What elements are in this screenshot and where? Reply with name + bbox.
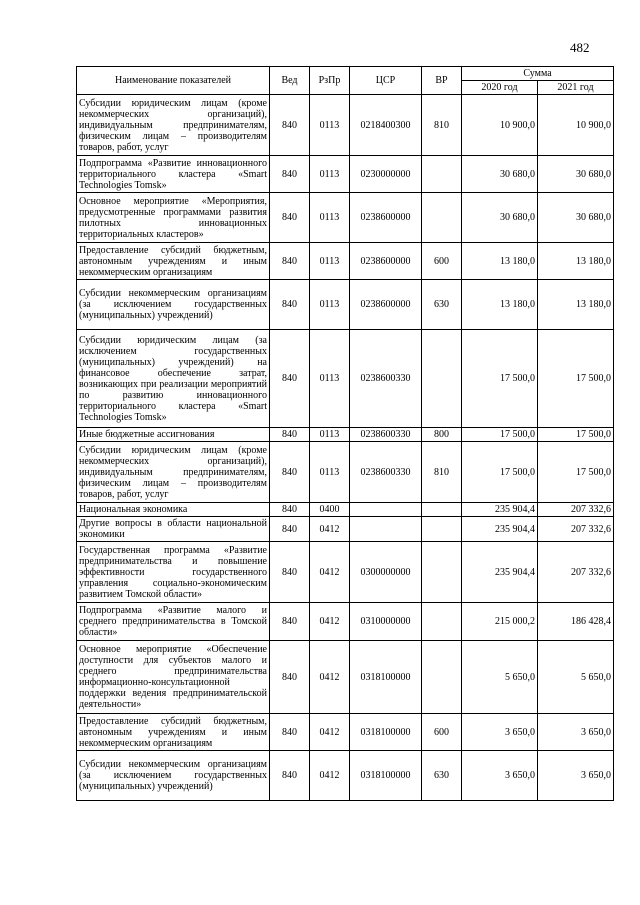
row-vr-cell: 630 (422, 751, 462, 801)
header-ved: Вед (270, 67, 310, 95)
row-ved-cell: 840 (270, 714, 310, 751)
row-vr-cell (422, 517, 462, 542)
row-sum-2021-cell: 3 650,0 (538, 714, 614, 751)
row-ved-cell: 840 (270, 603, 310, 641)
row-sum-2020-cell: 235 904,4 (462, 517, 538, 542)
row-vr-cell: 600 (422, 243, 462, 280)
row-csr-cell: 0238600000 (350, 193, 422, 243)
row-sum-2020-cell: 17 500,0 (462, 442, 538, 503)
row-csr-cell: 0238600000 (350, 280, 422, 330)
table-header (77, 67, 614, 95)
row-sum-2021-cell: 30 680,0 (538, 193, 614, 243)
table-body (77, 95, 614, 801)
row-name-cell: Субсидии некоммерческим организациям (за исключением государственных (муниципальных) учреждений) (77, 751, 270, 801)
row-sum-2021-cell: 5 650,0 (538, 641, 614, 714)
header-vr: ВР (422, 67, 462, 95)
row-sum-2020-cell: 215 000,2 (462, 603, 538, 641)
row-name-cell: Основное мероприятие «Мероприятия, предусмотренные программами развития пилотных инновационных территориальных кластеров» (77, 193, 270, 243)
row-ved-cell: 840 (270, 503, 310, 517)
row-vr-cell: 800 (422, 428, 462, 442)
row-rzpr-cell: 0412 (310, 641, 350, 714)
row-csr-cell: 0318100000 (350, 714, 422, 751)
row-csr-cell: 0230000000 (350, 156, 422, 193)
row-csr-cell: 0238600330 (350, 442, 422, 503)
row-sum-2020-cell: 3 650,0 (462, 714, 538, 751)
row-name-cell: Государственная программа «Развитие предпринимательства и повышение эффективности государственного управления социально-экономическим развитием Томской области» (77, 542, 270, 603)
row-rzpr-cell: 0400 (310, 503, 350, 517)
row-ved-cell: 840 (270, 330, 310, 428)
row-sum-2021-cell: 207 332,6 (538, 503, 614, 517)
row-sum-2020-cell: 13 180,0 (462, 280, 538, 330)
table-row (77, 751, 614, 801)
row-csr-cell: 0300000000 (350, 542, 422, 603)
row-csr-cell: 0310000000 (350, 603, 422, 641)
row-csr-cell (350, 503, 422, 517)
row-rzpr-cell: 0113 (310, 442, 350, 503)
header-rzpr: РзПр (310, 67, 350, 95)
table-row (77, 243, 614, 280)
table-row (77, 330, 614, 428)
row-name-cell: Предоставление субсидий бюджетным, автономным учреждениям и иным некоммерческим организациям (77, 714, 270, 751)
row-sum-2021-cell: 17 500,0 (538, 428, 614, 442)
header-2021: 2021 год (538, 81, 614, 95)
row-rzpr-cell: 0412 (310, 603, 350, 641)
row-sum-2020-cell: 17 500,0 (462, 428, 538, 442)
header-2020: 2020 год (462, 81, 538, 95)
header-csr: ЦСР (350, 67, 422, 95)
row-sum-2021-cell: 207 332,6 (538, 542, 614, 603)
row-name-cell: Субсидии некоммерческим организациям (за исключением государственных (муниципальных) учреждений) (77, 280, 270, 330)
row-sum-2020-cell: 13 180,0 (462, 243, 538, 280)
row-csr-cell: 0318100000 (350, 751, 422, 801)
row-sum-2021-cell: 10 900,0 (538, 95, 614, 156)
row-ved-cell: 840 (270, 751, 310, 801)
row-sum-2020-cell: 5 650,0 (462, 641, 538, 714)
row-vr-cell: 600 (422, 714, 462, 751)
row-rzpr-cell: 0412 (310, 714, 350, 751)
row-sum-2020-cell: 30 680,0 (462, 156, 538, 193)
row-csr-cell: 0318100000 (350, 641, 422, 714)
table-row (77, 156, 614, 193)
row-vr-cell (422, 503, 462, 517)
row-sum-2021-cell: 3 650,0 (538, 751, 614, 801)
header-sum: Сумма (462, 67, 614, 81)
table-row (77, 442, 614, 503)
row-sum-2020-cell: 10 900,0 (462, 95, 538, 156)
row-name-cell: Субсидии юридическим лицам (кроме некоммерческих организаций), индивидуальным предпринимателям, физическим лицам – производителям товаров, работ, услуг (77, 95, 270, 156)
row-vr-cell (422, 603, 462, 641)
table-row (77, 542, 614, 603)
row-name-cell: Другие вопросы в области национальной экономики (77, 517, 270, 542)
table-row (77, 95, 614, 156)
row-rzpr-cell: 0113 (310, 280, 350, 330)
table-row (77, 641, 614, 714)
row-sum-2021-cell: 30 680,0 (538, 156, 614, 193)
row-ved-cell: 840 (270, 243, 310, 280)
header-name: Наименование показателей (77, 67, 270, 95)
row-rzpr-cell: 0412 (310, 517, 350, 542)
row-csr-cell: 0238600000 (350, 243, 422, 280)
row-ved-cell: 840 (270, 542, 310, 603)
budget-table (76, 66, 614, 801)
row-name-cell: Предоставление субсидий бюджетным, автономным учреждениям и иным некоммерческим организациям (77, 243, 270, 280)
row-name-cell: Субсидии юридическим лицам (кроме некоммерческих организаций), индивидуальным предпринимателям, физическим лицам – производителям товаров, работ, услуг (77, 442, 270, 503)
row-rzpr-cell: 0113 (310, 243, 350, 280)
row-name-cell: Подпрограмма «Развитие инновационного территориального кластера «Smart Technologies Tomsk» (77, 156, 270, 193)
row-vr-cell: 810 (422, 95, 462, 156)
row-name-cell: Подпрограмма «Развитие малого и среднего предпринимательства в Томской области» (77, 603, 270, 641)
row-ved-cell: 840 (270, 428, 310, 442)
row-sum-2021-cell: 13 180,0 (538, 243, 614, 280)
table-row (77, 603, 614, 641)
row-rzpr-cell: 0412 (310, 751, 350, 801)
table-row (77, 517, 614, 542)
row-name-cell: Национальная экономика (77, 503, 270, 517)
row-name-cell: Субсидии юридическим лицам (за исключением государственных (муниципальных) учреждений) на финансовое обеспечение затрат, возникающих при реализации мероприятий по развитию инновационного территориального кластера «Smart Technologies Tomsk» (77, 330, 270, 428)
row-sum-2020-cell: 3 650,0 (462, 751, 538, 801)
row-rzpr-cell: 0113 (310, 156, 350, 193)
row-rzpr-cell: 0113 (310, 330, 350, 428)
row-vr-cell (422, 193, 462, 243)
row-csr-cell: 0218400300 (350, 95, 422, 156)
row-vr-cell (422, 156, 462, 193)
table-row (77, 503, 614, 517)
table-row (77, 428, 614, 442)
row-ved-cell: 840 (270, 517, 310, 542)
row-vr-cell: 810 (422, 442, 462, 503)
row-sum-2020-cell: 17 500,0 (462, 330, 538, 428)
row-sum-2021-cell: 17 500,0 (538, 330, 614, 428)
table-row (77, 193, 614, 243)
row-sum-2021-cell: 207 332,6 (538, 517, 614, 542)
row-sum-2021-cell: 186 428,4 (538, 603, 614, 641)
row-vr-cell (422, 542, 462, 603)
row-rzpr-cell: 0113 (310, 193, 350, 243)
row-rzpr-cell: 0113 (310, 95, 350, 156)
row-sum-2021-cell: 17 500,0 (538, 442, 614, 503)
row-vr-cell: 630 (422, 280, 462, 330)
row-csr-cell: 0238600330 (350, 428, 422, 442)
row-rzpr-cell: 0412 (310, 542, 350, 603)
row-rzpr-cell: 0113 (310, 428, 350, 442)
row-csr-cell: 0238600330 (350, 330, 422, 428)
page-number: 482 (570, 40, 590, 55)
table-row (77, 714, 614, 751)
row-vr-cell (422, 641, 462, 714)
row-csr-cell (350, 517, 422, 542)
row-ved-cell: 840 (270, 280, 310, 330)
row-vr-cell (422, 330, 462, 428)
row-ved-cell: 840 (270, 641, 310, 714)
row-ved-cell: 840 (270, 156, 310, 193)
row-ved-cell: 840 (270, 442, 310, 503)
row-name-cell: Основное мероприятие «Обеспечение доступности для субъектов малого и среднего предпринимательства информационно-консультационной поддержки ведения предпринимательской деятельности» (77, 641, 270, 714)
row-sum-2020-cell: 235 904,4 (462, 503, 538, 517)
row-ved-cell: 840 (270, 193, 310, 243)
row-sum-2020-cell: 235 904,4 (462, 542, 538, 603)
row-ved-cell: 840 (270, 95, 310, 156)
row-name-cell: Иные бюджетные ассигнования (77, 428, 270, 442)
row-sum-2021-cell: 13 180,0 (538, 280, 614, 330)
table-row (77, 280, 614, 330)
row-sum-2020-cell: 30 680,0 (462, 193, 538, 243)
